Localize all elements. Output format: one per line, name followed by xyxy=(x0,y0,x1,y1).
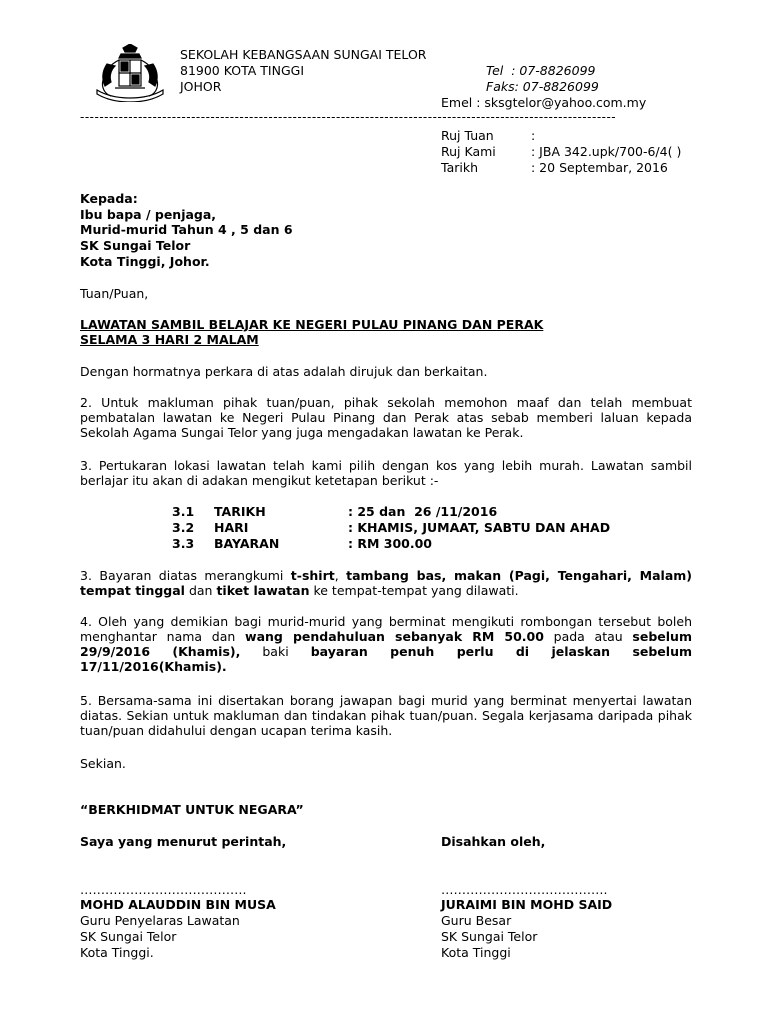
salutation: Tuan/Puan, xyxy=(80,286,149,301)
p4-bold-items: tambang bas, makan (Pagi, Tengahari, Malam) tempat tinggal xyxy=(80,568,692,598)
ref-value-ruj-kami: : JBA 342.upk/700-6/4( ) xyxy=(531,144,682,159)
p4-bold-tshirt: t-shirt xyxy=(290,568,335,583)
ref-value-tarikh: : 20 Septembar, 2016 xyxy=(531,160,668,175)
recipient-heading: Kepada: xyxy=(80,191,138,206)
school-postcode-city: 81900 KOTA TINGGI xyxy=(180,63,305,78)
detail-label-tarikh: TARIKH xyxy=(214,504,266,519)
school-telephone: Tel : 07-8826099 xyxy=(486,63,596,78)
signature-right-title: Guru Besar xyxy=(441,913,512,928)
school-email: Emel : sksgtelor@yahoo.com.my xyxy=(441,95,647,110)
signature-left-intro: Saya yang menurut perintah, xyxy=(80,834,287,849)
paragraph-4 xyxy=(80,568,692,598)
p4-bold-ticket: tiket lawatan xyxy=(216,583,310,598)
recipient-line: Murid-murid Tahun 4 , 5 dan 6 xyxy=(80,222,293,237)
ref-label-tarikh: Tarikh xyxy=(441,160,478,175)
coat-of-arms-crest xyxy=(93,44,167,102)
p5-text: baki xyxy=(240,644,311,659)
signature-right-school: SK Sungai Telor xyxy=(441,929,538,944)
subject-line-1: LAWATAN SAMBIL BELAJAR KE NEGERI PULAU PINANG DAN PERAK xyxy=(80,317,544,332)
ref-value-ruj-tuan: : xyxy=(531,128,536,143)
closing: Sekian. xyxy=(80,756,126,771)
signature-right-line: …………………………………. xyxy=(441,882,608,897)
signature-right-name: JURAIMI BIN MOHD SAID xyxy=(441,897,613,912)
p5-text: pada atau xyxy=(543,629,633,644)
p5-text: 4. Oleh yang demikian bagi murid-murid yang berminat mengikuti rombongan tersebut boleh menghantar nama dan xyxy=(80,614,692,644)
detail-number: 3.1 xyxy=(172,504,195,519)
detail-value-hari: : KHAMIS, JUMAAT, SABTU DAN AHAD xyxy=(348,520,611,535)
paragraph-3: 3. Pertukaran lokasi lawatan telah kami pilih dengan kos yang lebih murah. Lawatan sambil berlajar itu akan di adakan mengikut ketetapan berikut :- xyxy=(80,458,692,488)
p4-text: dan xyxy=(184,583,217,598)
ref-label-ruj-kami: Ruj Kami xyxy=(441,144,496,159)
p4-text: 3. Bayaran diatas merangkumi xyxy=(80,568,291,583)
signature-right-intro: Disahkan oleh, xyxy=(441,834,546,849)
p5-bold-deadline: sebelum 29/9/2016 (Khamis), xyxy=(80,629,692,659)
detail-label-hari: HARI xyxy=(214,520,249,535)
paragraph-2: 2. Untuk makluman pihak tuan/puan, pihak sekolah memohon maaf dan telah membuat pembatalan lawatan ke Negeri Pulau Pinang dan Perak atas sebab memberi laluan kepada Sekolah Agama Sungai Telor yang juga mengadakan lawatan ke Perak. xyxy=(80,395,692,440)
signature-left-town: Kota Tinggi. xyxy=(80,945,154,960)
p4-text: ke tempat-tempat yang dilawati. xyxy=(309,583,519,598)
ref-label-ruj-tuan: Ruj Tuan xyxy=(441,128,494,143)
school-fax: Faks: 07-8826099 xyxy=(486,79,599,94)
signature-left-school: SK Sungai Telor xyxy=(80,929,177,944)
p5-bold-deposit: wang pendahuluan sebanyak RM 50.00 xyxy=(245,629,544,644)
header-separator: --------------------------------------------------------------------------------------------------------------- xyxy=(80,111,617,123)
school-state: JOHOR xyxy=(180,79,222,94)
paragraph-6: 5. Bersama-sama ini disertakan borang jawapan bagi murid yang berminat menyertai lawatan diatas. Sekian untuk makluman dan tindakan pihak tuan/puan. Segala kerjasama daripada pihak tuan/puan didahului dengan ucapan terima kasih. xyxy=(80,693,692,738)
signature-left-title: Guru Penyelaras Lawatan xyxy=(80,913,240,928)
motto: “BERKHIDMAT UNTUK NEGARA” xyxy=(80,802,304,817)
detail-label-bayaran: BAYARAN xyxy=(214,536,280,551)
signature-right-town: Kota Tinggi xyxy=(441,945,511,960)
school-name: SEKOLAH KEBANGSAAN SUNGAI TELOR xyxy=(180,47,427,62)
recipient-line: Ibu bapa / penjaga, xyxy=(80,207,217,222)
p4-text: , xyxy=(334,568,347,583)
signature-left-name: MOHD ALAUDDIN BIN MUSA xyxy=(80,897,276,912)
paragraph-1: Dengan hormatnya perkara di atas adalah dirujuk dan berkaitan. xyxy=(80,364,488,379)
paragraph-5 xyxy=(80,614,692,674)
recipient-line: Kota Tinggi, Johor. xyxy=(80,254,210,269)
p5-bold-balance: bayaran penuh perlu di jelaskan sebelum 17/11/2016(Khamis). xyxy=(80,644,692,674)
detail-value-bayaran: : RM 300.00 xyxy=(348,536,433,551)
detail-number: 3.3 xyxy=(172,536,195,551)
recipient-line: SK Sungai Telor xyxy=(80,238,191,253)
subject-line-2: SELAMA 3 HARI 2 MALAM xyxy=(80,332,259,347)
detail-number: 3.2 xyxy=(172,520,195,535)
detail-value-tarikh: : 25 dan 26 /11/2016 xyxy=(348,504,498,519)
signature-left-line: …………………………………. xyxy=(80,882,247,897)
